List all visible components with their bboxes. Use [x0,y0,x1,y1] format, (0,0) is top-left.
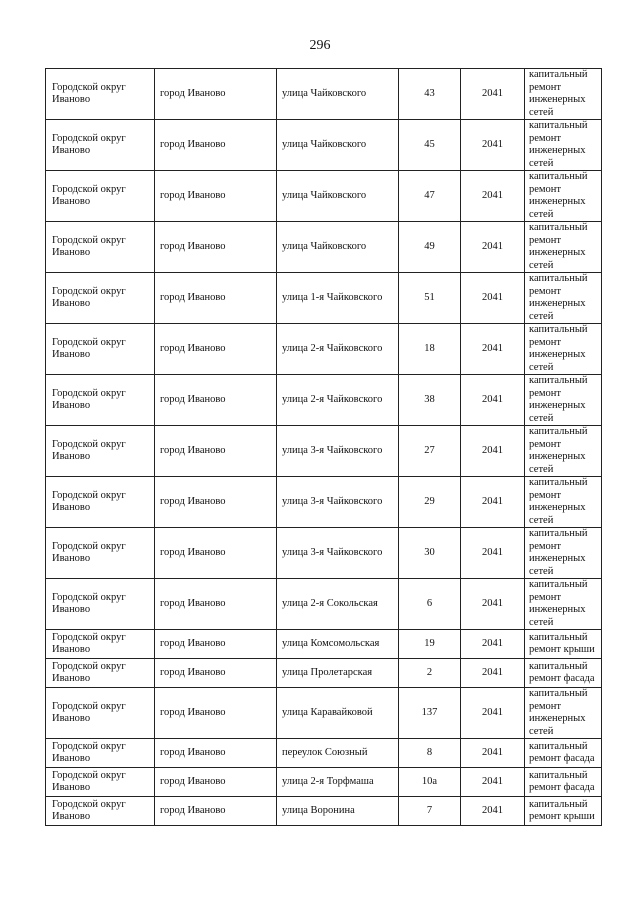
cell-year: 2041 [461,688,525,739]
table-row [46,630,602,659]
cell-okrug: Городской округ Иваново [46,69,155,120]
cell-house-number: 10а [399,768,461,797]
cell-street: переулок Союзный [277,739,399,768]
cell-work-type: капитальный ремонт крыши [525,797,602,826]
cell-okrug: Городской округ Иваново [46,528,155,579]
cell-city: город Иваново [155,688,277,739]
cell-city: город Иваново [155,273,277,324]
cell-house-number: 137 [399,688,461,739]
cell-work-type: капитальный ремонт фасада [525,768,602,797]
cell-okrug: Городской округ Иваново [46,659,155,688]
cell-year: 2041 [461,222,525,273]
cell-year: 2041 [461,630,525,659]
cell-street: улица 2-я Торфмаша [277,768,399,797]
cell-street: улица Чайковского [277,69,399,120]
cell-year: 2041 [461,324,525,375]
cell-work-type: капитальный ремонт крыши [525,630,602,659]
cell-city: город Иваново [155,324,277,375]
cell-okrug: Городской округ Иваново [46,739,155,768]
cell-work-type: капитальный ремонт фасада [525,659,602,688]
cell-house-number: 47 [399,171,461,222]
cell-okrug: Городской округ Иваново [46,426,155,477]
cell-okrug: Городской округ Иваново [46,579,155,630]
cell-street: улица 2-я Сокольская [277,579,399,630]
cell-city: город Иваново [155,69,277,120]
cell-okrug: Городской округ Иваново [46,324,155,375]
cell-street: улица 3-я Чайковского [277,528,399,579]
cell-work-type: капитальный ремонт инженерных сетей [525,579,602,630]
cell-house-number: 51 [399,273,461,324]
cell-house-number: 2 [399,659,461,688]
cell-city: город Иваново [155,375,277,426]
cell-house-number: 38 [399,375,461,426]
cell-work-type: капитальный ремонт инженерных сетей [525,477,602,528]
cell-street: улица 2-я Чайковского [277,324,399,375]
cell-house-number: 19 [399,630,461,659]
cell-street: улица Комсомольская [277,630,399,659]
cell-okrug: Городской округ Иваново [46,630,155,659]
cell-year: 2041 [461,426,525,477]
cell-okrug: Городской округ Иваново [46,375,155,426]
cell-year: 2041 [461,273,525,324]
table-row [46,324,602,375]
cell-house-number: 8 [399,739,461,768]
cell-year: 2041 [461,375,525,426]
cell-work-type: капитальный ремонт инженерных сетей [525,375,602,426]
cell-city: город Иваново [155,222,277,273]
cell-year: 2041 [461,69,525,120]
cell-work-type: капитальный ремонт инженерных сетей [525,222,602,273]
cell-work-type: капитальный ремонт инженерных сетей [525,69,602,120]
cell-year: 2041 [461,659,525,688]
cell-work-type: капитальный ремонт фасада [525,739,602,768]
cell-street: улица Воронина [277,797,399,826]
cell-okrug: Городской округ Иваново [46,273,155,324]
cell-house-number: 27 [399,426,461,477]
cell-year: 2041 [461,579,525,630]
cell-house-number: 45 [399,120,461,171]
cell-city: город Иваново [155,426,277,477]
cell-year: 2041 [461,768,525,797]
table-row [46,69,602,120]
table-row [46,375,602,426]
cell-city: город Иваново [155,768,277,797]
table-row [46,273,602,324]
cell-year: 2041 [461,120,525,171]
cell-street: улица 2-я Чайковского [277,375,399,426]
cell-house-number: 6 [399,579,461,630]
cell-city: город Иваново [155,528,277,579]
cell-city: город Иваново [155,171,277,222]
cell-street: улица Чайковского [277,120,399,171]
cell-street: улица Пролетарская [277,659,399,688]
housing-repair-table [45,68,602,826]
cell-work-type: капитальный ремонт инженерных сетей [525,426,602,477]
cell-street: улица Чайковского [277,222,399,273]
cell-house-number: 43 [399,69,461,120]
cell-okrug: Городской округ Иваново [46,477,155,528]
table-row [46,222,602,273]
cell-house-number: 30 [399,528,461,579]
cell-okrug: Городской округ Иваново [46,171,155,222]
cell-year: 2041 [461,477,525,528]
cell-house-number: 7 [399,797,461,826]
cell-city: город Иваново [155,739,277,768]
table-row [46,659,602,688]
cell-city: город Иваново [155,797,277,826]
cell-work-type: капитальный ремонт инженерных сетей [525,324,602,375]
cell-work-type: капитальный ремонт инженерных сетей [525,528,602,579]
cell-work-type: капитальный ремонт инженерных сетей [525,120,602,171]
table-row [46,688,602,739]
cell-street: улица 3-я Чайковского [277,426,399,477]
cell-city: город Иваново [155,477,277,528]
cell-city: город Иваново [155,630,277,659]
cell-city: город Иваново [155,120,277,171]
table-row [46,171,602,222]
cell-house-number: 49 [399,222,461,273]
cell-street: улица Чайковского [277,171,399,222]
table-row [46,528,602,579]
cell-okrug: Городской округ Иваново [46,768,155,797]
cell-year: 2041 [461,171,525,222]
cell-work-type: капитальный ремонт инженерных сетей [525,171,602,222]
cell-work-type: капитальный ремонт инженерных сетей [525,273,602,324]
table-row [46,579,602,630]
cell-okrug: Городской округ Иваново [46,688,155,739]
cell-house-number: 29 [399,477,461,528]
table-body [46,69,602,826]
table-row [46,739,602,768]
cell-okrug: Городской округ Иваново [46,120,155,171]
cell-street: улица Каравайковой [277,688,399,739]
cell-city: город Иваново [155,579,277,630]
cell-year: 2041 [461,797,525,826]
table-row [46,797,602,826]
cell-okrug: Городской округ Иваново [46,797,155,826]
table-row [46,426,602,477]
cell-city: город Иваново [155,659,277,688]
cell-work-type: капитальный ремонт инженерных сетей [525,688,602,739]
table-row [46,477,602,528]
table-row [46,768,602,797]
table-row [46,120,602,171]
cell-okrug: Городской округ Иваново [46,222,155,273]
cell-year: 2041 [461,528,525,579]
page-number: 296 [309,38,331,53]
cell-year: 2041 [461,739,525,768]
cell-street: улица 1-я Чайковского [277,273,399,324]
cell-street: улица 3-я Чайковского [277,477,399,528]
cell-house-number: 18 [399,324,461,375]
